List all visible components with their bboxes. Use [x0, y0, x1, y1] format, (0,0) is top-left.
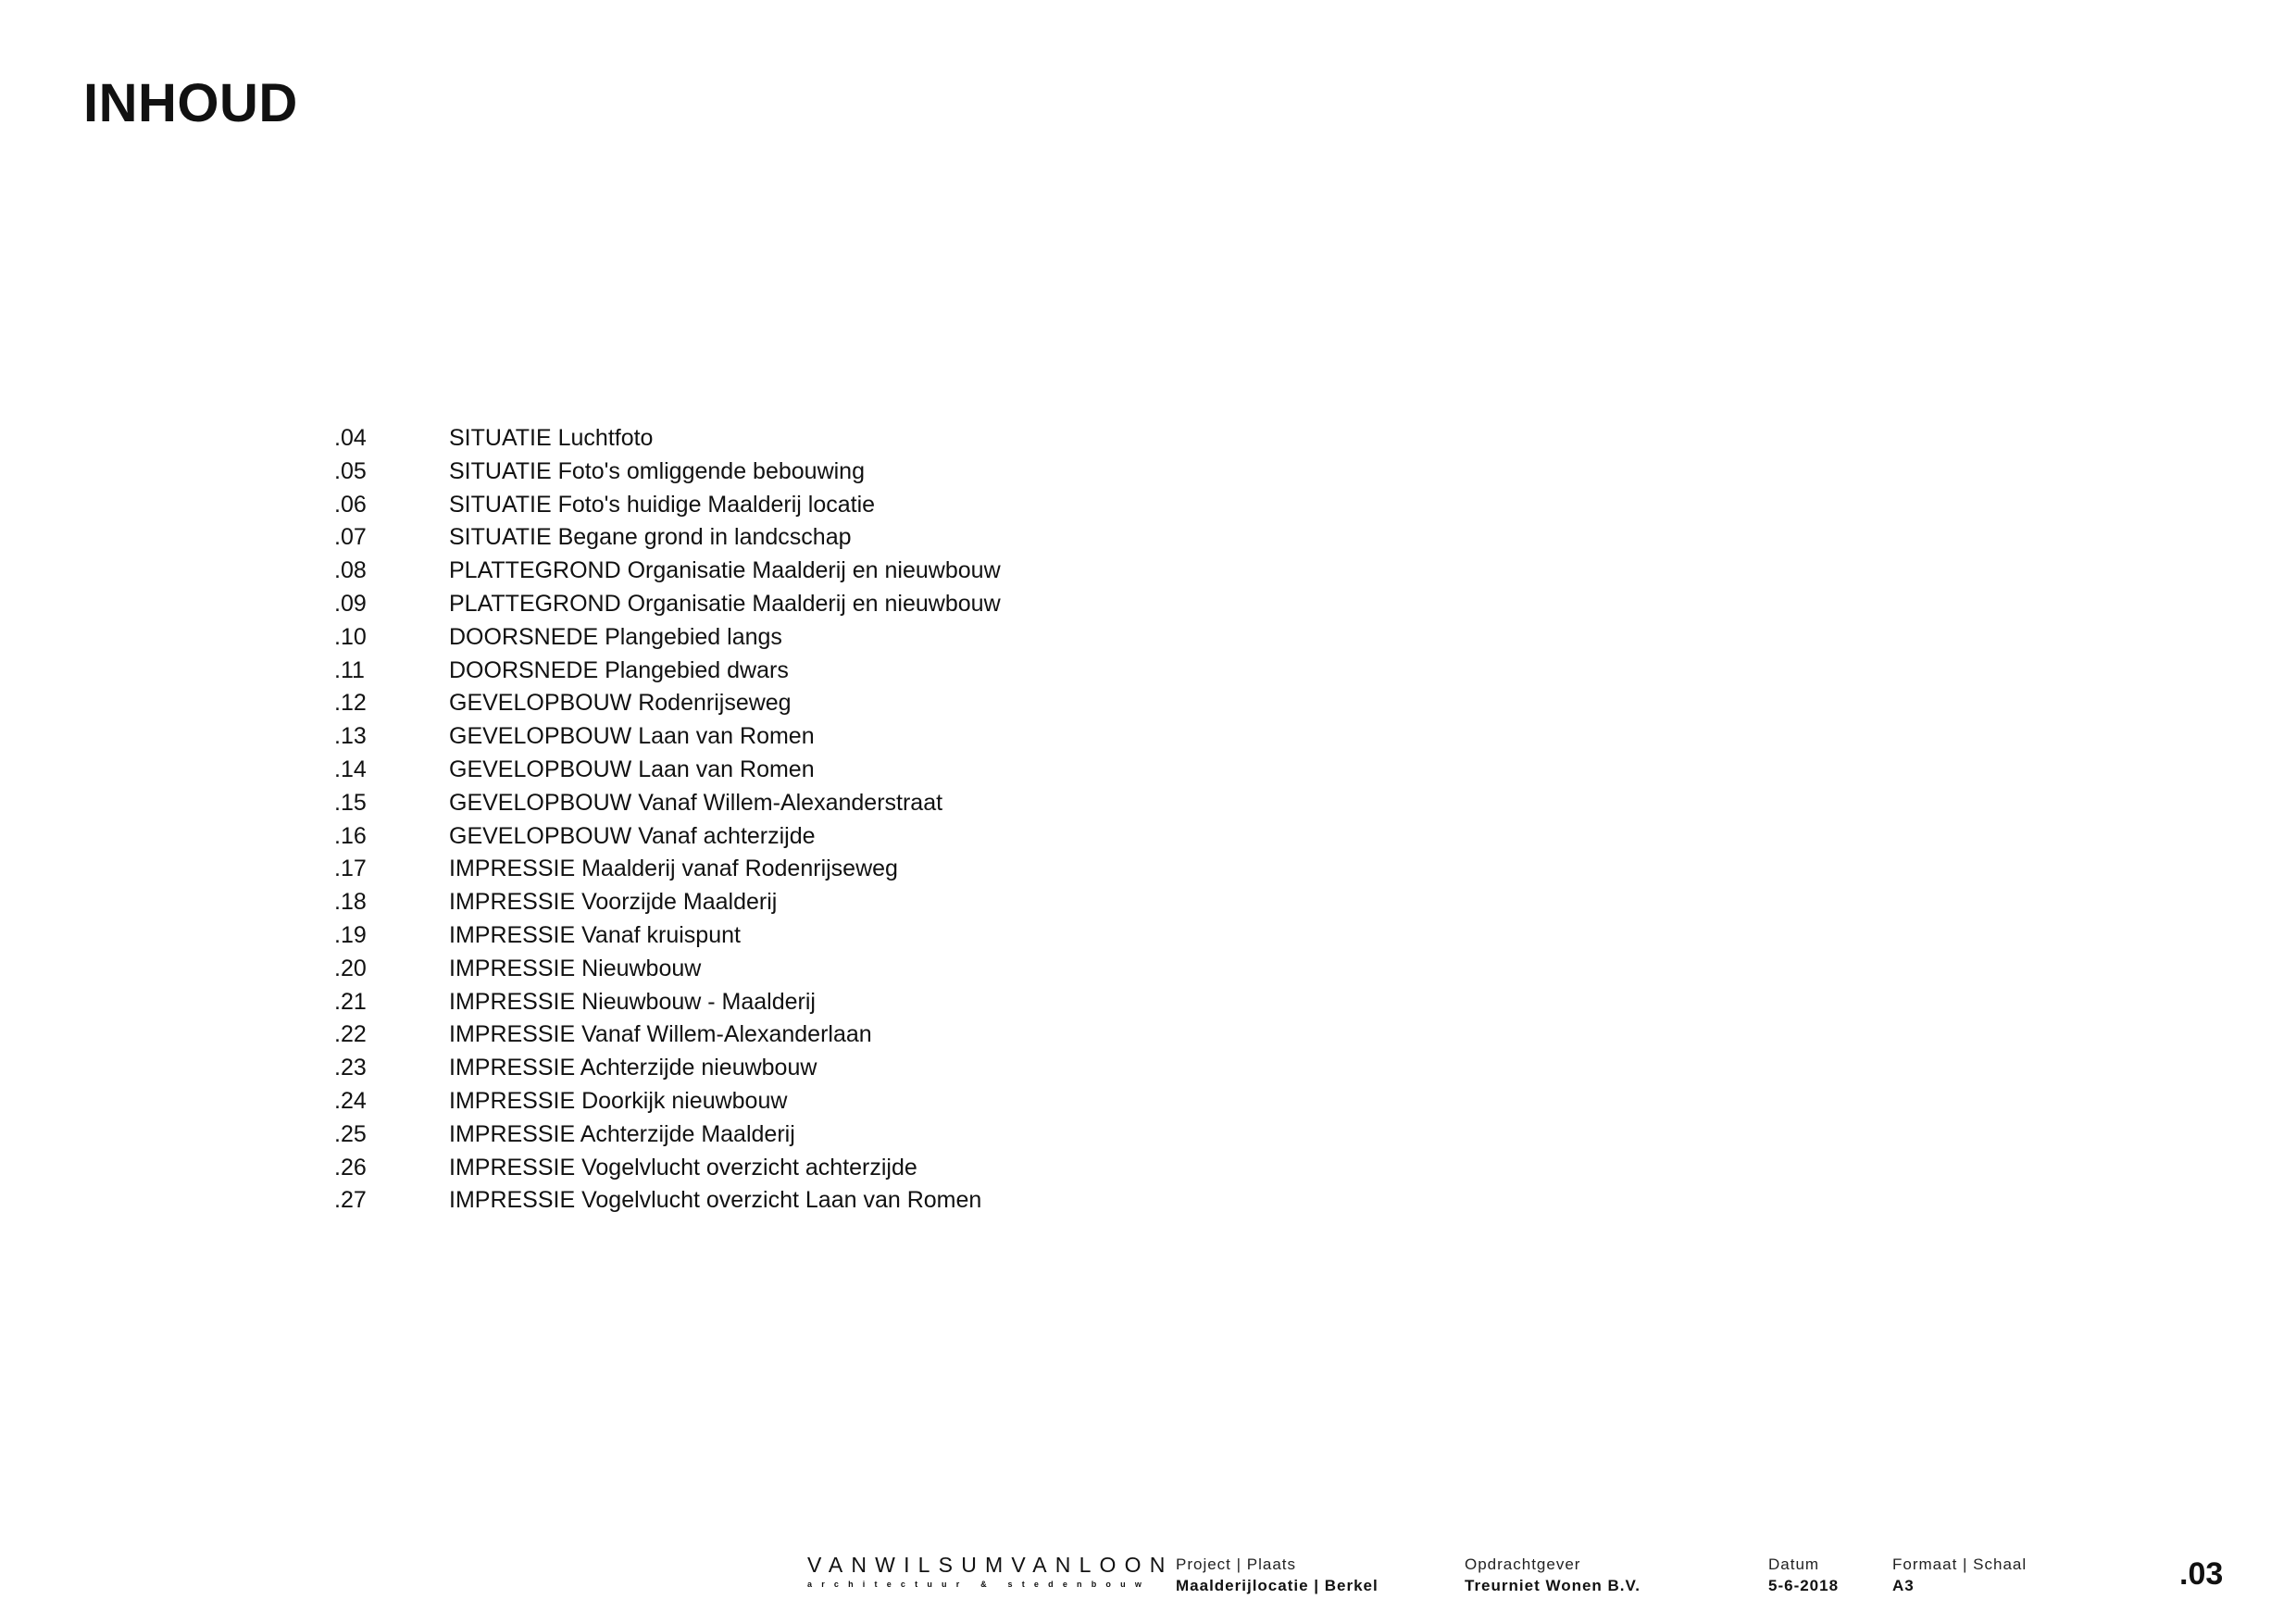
toc-entry-title: IMPRESSIE Voorzijde Maalderij: [449, 889, 778, 916]
date-block: [1768, 1555, 1839, 1595]
toc-entry: [334, 1018, 1001, 1052]
toc-entry: [334, 456, 1001, 489]
logo-tagline: architectuur & stedenbouw: [807, 1580, 1152, 1589]
toc-entry-title: IMPRESSIE Nieuwbouw - Maalderij: [449, 988, 816, 1015]
page-number: .03: [2179, 1556, 2224, 1592]
toc-page-number: .04: [334, 425, 367, 451]
page-title: INHOUD: [83, 73, 298, 133]
toc-entry-title: IMPRESSIE Nieuwbouw: [449, 955, 702, 981]
toc-entry: [334, 521, 1001, 555]
date-value: 5-6-2018: [1768, 1577, 1840, 1594]
toc-entry: [334, 489, 1001, 522]
toc-entry: [334, 1152, 1001, 1185]
toc-entry-title: SITUATIE Begane grond in landcschap: [449, 524, 852, 551]
toc-entry: [334, 555, 1001, 588]
toc-page-number: .15: [334, 789, 367, 816]
toc-entry: [334, 687, 1001, 720]
format-value: A3: [1892, 1577, 1915, 1594]
toc-page-number: .19: [334, 921, 367, 948]
toc-entry: [334, 754, 1001, 787]
toc-entry: [334, 820, 1001, 854]
toc-page-number: .24: [334, 1087, 367, 1114]
toc-entry-title: GEVELOPBOUW Vanaf Willem-Alexanderstraat: [449, 789, 943, 816]
toc-entry-title: IMPRESSIE Vogelvlucht overzicht achterzijde: [449, 1154, 917, 1181]
toc-entry-title: PLATTEGROND Organisatie Maalderij en nieuwbouw: [449, 557, 1001, 584]
toc-page-number: .23: [334, 1055, 367, 1081]
toc-entry: [334, 1085, 1001, 1118]
toc-entry-title: IMPRESSIE Vanaf Willem-Alexanderlaan: [449, 1021, 872, 1048]
company-logo: [807, 1553, 1174, 1589]
project-label: Project | Plaats: [1176, 1555, 1297, 1573]
title-block: [0, 1546, 2296, 1602]
toc-entry: [334, 1118, 1001, 1152]
toc-entry-title: GEVELOPBOUW Laan van Romen: [449, 756, 815, 782]
toc-page-number: .16: [334, 822, 367, 849]
toc-entry-title: GEVELOPBOUW Vanaf achterzijde: [449, 822, 816, 849]
toc-entry: [334, 1052, 1001, 1085]
table-of-contents: [334, 422, 1001, 1218]
client-block: [1465, 1555, 1641, 1595]
date-label: Datum: [1768, 1555, 1820, 1573]
toc-entry: [334, 953, 1001, 986]
project-block: [1176, 1555, 1379, 1595]
toc-page-number: .06: [334, 491, 367, 518]
toc-page-number: .12: [334, 690, 367, 717]
client-label: Opdrachtgever: [1465, 1555, 1581, 1573]
toc-entry-title: IMPRESSIE Achterzijde nieuwbouw: [449, 1055, 817, 1081]
toc-entry: [334, 588, 1001, 621]
toc-entry-title: SITUATIE Luchtfoto: [449, 425, 654, 451]
toc-page-number: .11: [334, 656, 365, 683]
toc-entry: [334, 621, 1001, 655]
toc-page-number: .10: [334, 623, 367, 650]
toc-entry-title: PLATTEGROND Organisatie Maalderij en nieuwbouw: [449, 590, 1001, 617]
toc-page-number: .14: [334, 756, 367, 782]
toc-entry-title: IMPRESSIE Vogelvlucht overzicht Laan van Romen: [449, 1187, 982, 1214]
toc-page-number: .25: [334, 1120, 367, 1147]
project-value: Maalderijlocatie | Berkel: [1176, 1577, 1379, 1594]
toc-entry-title: IMPRESSIE Vanaf kruispunt: [449, 921, 741, 948]
toc-page-number: .18: [334, 889, 367, 916]
toc-page-number: .17: [334, 856, 367, 882]
toc-entry-title: DOORSNEDE Plangebied langs: [449, 623, 782, 650]
toc-page-number: .07: [334, 524, 367, 551]
client-value: Treurniet Wonen B.V.: [1465, 1577, 1641, 1594]
toc-entry: [334, 986, 1001, 1019]
toc-entry-title: GEVELOPBOUW Laan van Romen: [449, 723, 815, 750]
toc-entry-title: DOORSNEDE Plangebied dwars: [449, 656, 789, 683]
toc-page-number: .26: [334, 1154, 367, 1181]
toc-entry: [334, 655, 1001, 688]
toc-entry: [334, 787, 1001, 820]
toc-entry-title: IMPRESSIE Doorkijk nieuwbouw: [449, 1087, 788, 1114]
toc-entry: [334, 720, 1001, 754]
toc-entry: [334, 853, 1001, 886]
toc-page-number: .05: [334, 457, 367, 484]
toc-entry: [334, 1184, 1001, 1218]
format-label: Formaat | Schaal: [1892, 1555, 2028, 1573]
toc-page-number: .08: [334, 557, 367, 584]
toc-page-number: .27: [334, 1187, 367, 1214]
toc-entry-title: IMPRESSIE Achterzijde Maalderij: [449, 1120, 795, 1147]
toc-entry: [334, 919, 1001, 953]
toc-page-number: .21: [334, 988, 367, 1015]
toc-entry-title: SITUATIE Foto's huidige Maalderij locatie: [449, 491, 876, 518]
toc-entry: [334, 886, 1001, 919]
logo-name: VANWILSUMVANLOON: [807, 1553, 1174, 1577]
toc-page-number: .20: [334, 955, 367, 981]
toc-entry-title: SITUATIE Foto's omliggende bebouwing: [449, 457, 865, 484]
toc-page-number: .22: [334, 1021, 367, 1048]
toc-entry-title: IMPRESSIE Maalderij vanaf Rodenrijseweg: [449, 856, 898, 882]
toc-entry: [334, 422, 1001, 456]
format-block: [1892, 1555, 2027, 1595]
toc-page-number: .13: [334, 723, 367, 750]
toc-entry-title: GEVELOPBOUW Rodenrijseweg: [449, 690, 792, 717]
toc-page-number: .09: [334, 590, 367, 617]
